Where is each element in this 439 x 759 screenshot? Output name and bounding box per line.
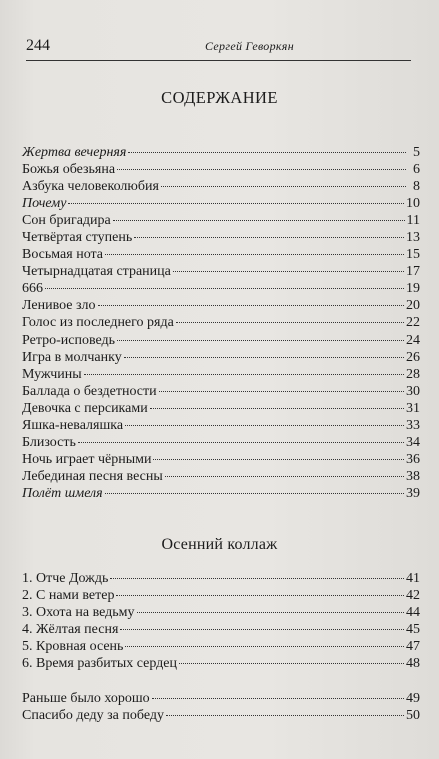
dot-leader xyxy=(113,220,405,221)
entry-title: 1. Отче Дождь xyxy=(22,571,109,586)
dot-leader xyxy=(105,254,404,255)
collage-entry xyxy=(22,604,420,621)
dot-leader xyxy=(125,425,404,426)
entry-page-number: 44 xyxy=(406,605,420,621)
contents-title: СОДЕРЖАНИЕ xyxy=(161,88,278,107)
entry-title: Раньше было хорошо xyxy=(22,691,150,706)
running-head: Сергей Геворкян xyxy=(205,39,294,53)
contents-entry xyxy=(22,485,420,502)
dot-leader xyxy=(117,340,404,341)
entry-title: 4. Жёлтая песня xyxy=(22,622,119,638)
dot-leader xyxy=(68,203,404,204)
entry-title: Божья обезьяна xyxy=(22,162,116,178)
dot-leader xyxy=(137,612,404,613)
collage-entry xyxy=(22,638,420,655)
collage-entry xyxy=(22,655,420,672)
dot-leader xyxy=(116,595,404,596)
entry-page-number: 36 xyxy=(406,451,420,467)
dot-leader xyxy=(120,629,404,630)
dot-leader xyxy=(166,715,404,716)
entry-title: Лебединая песня весны xyxy=(22,468,163,484)
entry-page-number: 17 xyxy=(406,264,420,280)
entry-title: Баллада о бездетности xyxy=(22,383,157,399)
entry-title: Спасибо деду за победу xyxy=(22,708,164,724)
dot-leader xyxy=(78,442,404,443)
entry-page-number: 47 xyxy=(406,639,420,655)
entry-page-number: 31 xyxy=(406,400,420,416)
entry-title: Восьмая нота xyxy=(22,247,104,263)
contents-entry xyxy=(22,280,420,297)
entry-title: Полёт шмеля xyxy=(22,485,103,501)
entry-page-number: 8 xyxy=(413,179,420,195)
contents-entry xyxy=(22,246,420,263)
entry-page-number: 10 xyxy=(406,196,420,212)
entry-title: Четырнадцатая страница xyxy=(22,264,171,280)
dot-leader xyxy=(161,186,406,187)
contents-entry xyxy=(22,366,420,383)
dot-leader xyxy=(173,271,404,272)
entry-page-number: 33 xyxy=(406,417,420,433)
entry-title: 5. Кровная осень xyxy=(22,639,124,655)
entry-page-number: 13 xyxy=(406,230,420,246)
entry-page-number: 45 xyxy=(406,622,420,638)
entry-page-number: 50 xyxy=(406,708,420,724)
entry-title: Игра в молчанку xyxy=(22,349,122,365)
entry-title: Ленивое зло xyxy=(22,298,96,314)
contents-entry xyxy=(22,212,420,229)
dot-leader xyxy=(153,459,404,460)
entry-title: Азбука человеколюбия xyxy=(22,179,159,195)
dot-leader xyxy=(165,476,404,477)
entry-title: Яшка-неваляшка xyxy=(22,417,124,433)
collage-title: Осенний коллаж xyxy=(161,536,278,553)
entry-title: 3. Охота на ведьму xyxy=(22,605,135,621)
contents-entry xyxy=(22,349,420,366)
entry-page-number: 49 xyxy=(406,691,420,706)
contents-entry xyxy=(22,400,420,417)
dot-leader xyxy=(98,305,404,306)
contents-entry xyxy=(22,297,420,314)
contents-list xyxy=(22,144,420,502)
dot-leader xyxy=(110,578,404,579)
contents-entry xyxy=(22,451,420,468)
entry-page-number: 30 xyxy=(406,383,420,399)
contents-entry xyxy=(22,468,420,485)
closing-list xyxy=(22,690,420,724)
entry-title: Ретро-исповедь xyxy=(22,332,116,348)
contents-entry xyxy=(22,263,420,280)
entry-page-number: 39 xyxy=(406,485,420,501)
entry-title: Сон бригадира xyxy=(22,213,111,229)
entry-title: 666 xyxy=(22,281,43,297)
contents-entry xyxy=(22,195,420,212)
entry-page-number: 24 xyxy=(406,332,420,348)
dot-leader xyxy=(128,152,406,153)
entry-page-number: 38 xyxy=(406,468,420,484)
contents-entry xyxy=(22,144,420,161)
collage-entry xyxy=(22,570,420,587)
entry-page-number: 6 xyxy=(413,162,420,178)
contents-entry xyxy=(22,229,420,246)
entry-page-number: 22 xyxy=(406,315,420,331)
collage-entry xyxy=(22,587,420,604)
dot-leader xyxy=(84,374,404,375)
entry-page-number: 20 xyxy=(406,298,420,314)
entry-page-number: 19 xyxy=(406,281,420,297)
entry-page-number: 41 xyxy=(406,571,420,586)
collage-list xyxy=(22,570,420,672)
dot-leader xyxy=(179,663,404,664)
entry-page-number: 26 xyxy=(406,349,420,365)
contents-entry xyxy=(22,161,420,178)
dot-leader xyxy=(117,169,406,170)
closing-entry xyxy=(22,707,420,724)
dot-leader xyxy=(152,698,404,699)
page-number: 244 xyxy=(26,37,50,54)
contents-entry xyxy=(22,417,420,434)
contents-entry xyxy=(22,383,420,400)
entry-title: 2. С нами ветер xyxy=(22,588,115,604)
dot-leader xyxy=(105,493,404,494)
page-header xyxy=(22,37,417,59)
entry-title: Девочка с персиками xyxy=(22,400,148,416)
entry-title: Четвёртая ступень xyxy=(22,230,133,246)
header-rule xyxy=(26,60,411,61)
contents-entry xyxy=(22,332,420,349)
collage-entry xyxy=(22,621,420,638)
dot-leader xyxy=(134,237,404,238)
entry-page-number: 28 xyxy=(406,366,420,382)
dot-leader xyxy=(176,322,404,323)
entry-title: Близость xyxy=(22,434,76,450)
dot-leader xyxy=(125,646,404,647)
contents-entry xyxy=(22,178,420,195)
entry-page-number: 15 xyxy=(406,247,420,263)
entry-title: Почему xyxy=(22,196,67,212)
contents-entry xyxy=(22,434,420,451)
closing-entry xyxy=(22,690,420,707)
entry-page-number: 34 xyxy=(406,434,420,450)
entry-page-number: 5 xyxy=(413,145,420,160)
entry-title: 6. Время разбитых сердец xyxy=(22,656,177,672)
entry-page-number: 42 xyxy=(406,588,420,604)
entry-title: Ночь играет чёрными xyxy=(22,451,152,467)
dot-leader xyxy=(150,408,404,409)
dot-leader xyxy=(159,391,404,392)
entry-title: Жертва вечерняя xyxy=(22,145,127,160)
dot-leader xyxy=(45,288,404,289)
entry-title: Мужчины xyxy=(22,366,82,382)
dot-leader xyxy=(124,357,404,358)
entry-page-number: 48 xyxy=(406,656,420,672)
contents-entry xyxy=(22,314,420,331)
entry-page-number: 11 xyxy=(406,213,420,229)
entry-title: Голос из последнего ряда xyxy=(22,315,174,331)
